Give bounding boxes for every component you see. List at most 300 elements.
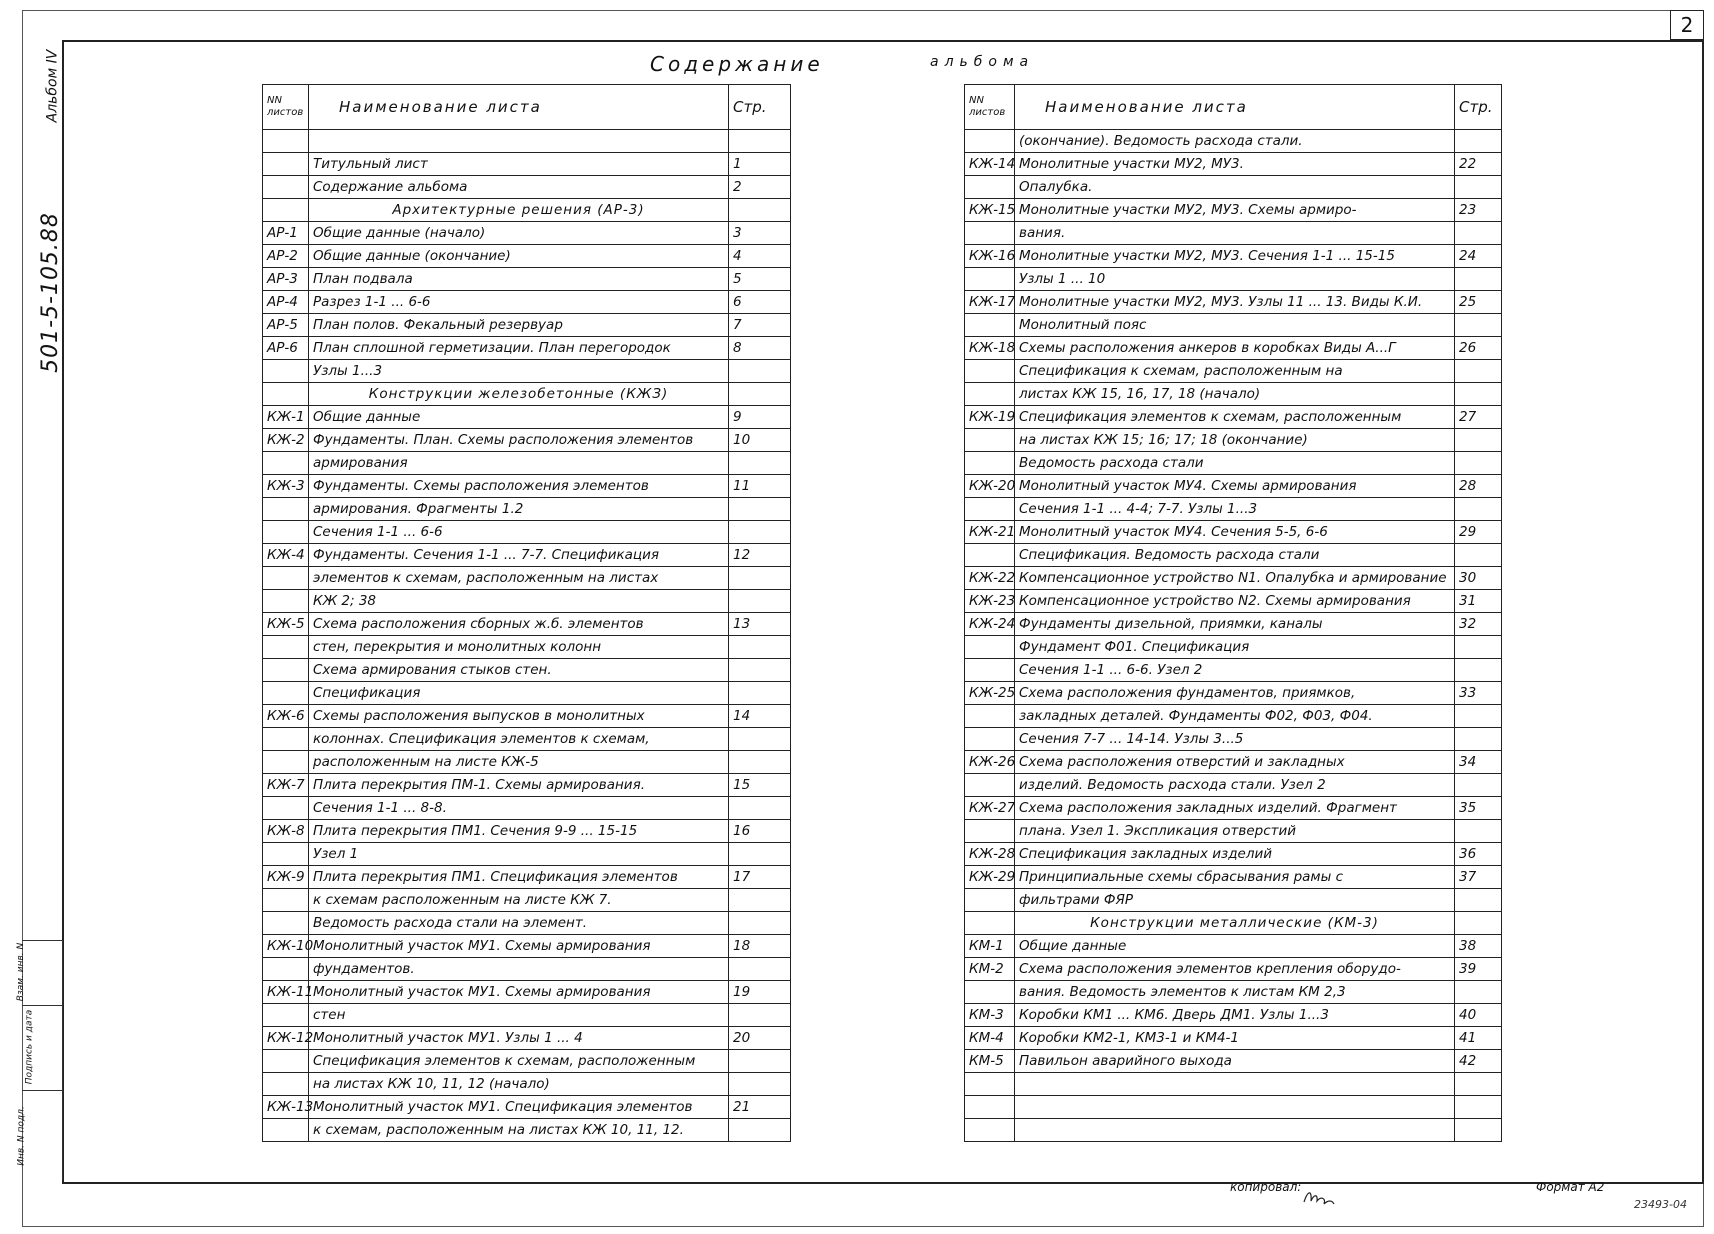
table-row — [263, 314, 791, 337]
page-number: 2 — [1670, 10, 1704, 40]
row-name: Сечения 1-1 ... 6-6 — [309, 521, 729, 544]
table-row — [965, 958, 1502, 981]
table-header-row — [263, 85, 791, 130]
row-code — [263, 912, 309, 935]
row-code: КЖ-1 — [263, 406, 309, 429]
row-code: КЖ-18 — [965, 337, 1015, 360]
row-code — [965, 1096, 1015, 1119]
row-code: КЖ-27 — [965, 797, 1015, 820]
row-page: 2 — [729, 176, 791, 199]
row-name: Монолитный пояс — [1015, 314, 1455, 337]
row-page: 16 — [729, 820, 791, 843]
table-row — [263, 912, 791, 935]
row-name: Фундаменты. Сечения 1-1 ... 7-7. Спецификация — [309, 544, 729, 567]
table-row — [263, 1119, 791, 1142]
row-name: фильтрами ФЯР — [1015, 889, 1455, 912]
column-header-page: Стр. — [1455, 85, 1502, 130]
row-page: 42 — [1455, 1050, 1502, 1073]
row-page: 9 — [729, 406, 791, 429]
row-name: закладных деталей. Фундаменты Ф02, Ф03, Ф04. — [1015, 705, 1455, 728]
table-row — [263, 935, 791, 958]
row-page — [1455, 544, 1502, 567]
row-code — [263, 1073, 309, 1096]
row-name: КЖ 2; 38 — [309, 590, 729, 613]
row-page: 13 — [729, 613, 791, 636]
row-name: (окончание). Ведомость расхода стали. — [1015, 130, 1455, 153]
row-code — [263, 590, 309, 613]
row-page — [1455, 383, 1502, 406]
row-code — [965, 383, 1015, 406]
table-row — [965, 912, 1502, 935]
row-page — [729, 958, 791, 981]
table-row — [965, 130, 1502, 153]
row-code — [263, 383, 309, 406]
row-page — [1455, 429, 1502, 452]
row-name: изделий. Ведомость расхода стали. Узел 2 — [1015, 774, 1455, 797]
table-row — [965, 705, 1502, 728]
table-row — [965, 1073, 1502, 1096]
row-page — [1455, 130, 1502, 153]
row-page — [729, 590, 791, 613]
row-name: стен, перекрытия и монолитных колонн — [309, 636, 729, 659]
row-page: 3 — [729, 222, 791, 245]
table-row — [965, 567, 1502, 590]
row-name — [1015, 1073, 1455, 1096]
row-page: 5 — [729, 268, 791, 291]
row-page: 11 — [729, 475, 791, 498]
row-code: КЖ-8 — [263, 820, 309, 843]
row-code — [965, 728, 1015, 751]
row-code — [965, 268, 1015, 291]
album-tag-label: Альбом IV — [44, 49, 61, 123]
table-row — [263, 981, 791, 1004]
table-row — [263, 1073, 791, 1096]
table-row — [263, 383, 791, 406]
table-row — [263, 199, 791, 222]
table-row — [263, 774, 791, 797]
row-page: 32 — [1455, 613, 1502, 636]
table-row — [965, 981, 1502, 1004]
row-name: Ведомость расхода стали — [1015, 452, 1455, 475]
row-code: КЖ-15 — [965, 199, 1015, 222]
row-page — [729, 659, 791, 682]
row-name: Схема армирования стыков стен. — [309, 659, 729, 682]
row-code — [965, 1073, 1015, 1096]
row-page: 36 — [1455, 843, 1502, 866]
table-row — [263, 820, 791, 843]
row-page: 17 — [729, 866, 791, 889]
row-name: расположенным на листе КЖ-5 — [309, 751, 729, 774]
row-name: Фундаменты. Схемы расположения элементов — [309, 475, 729, 498]
row-code: КЖ-16 — [965, 245, 1015, 268]
contents-rows — [965, 130, 1502, 1142]
row-page: 10 — [729, 429, 791, 452]
row-code — [263, 1004, 309, 1027]
row-page — [1455, 636, 1502, 659]
row-page: 29 — [1455, 521, 1502, 544]
table-row — [965, 383, 1502, 406]
table-row — [263, 797, 791, 820]
row-page — [1455, 1119, 1502, 1142]
row-name: Общие данные (начало) — [309, 222, 729, 245]
row-page — [1455, 498, 1502, 521]
row-name: Плита перекрытия ПМ1. Спецификация элементов — [309, 866, 729, 889]
row-name — [1015, 1096, 1455, 1119]
table-row — [965, 544, 1502, 567]
row-name: Компенсационное устройство N1. Опалубка и армирование — [1015, 567, 1455, 590]
row-page — [1455, 360, 1502, 383]
table-row — [965, 659, 1502, 682]
table-row — [263, 222, 791, 245]
table-row — [263, 1096, 791, 1119]
row-code — [263, 1119, 309, 1142]
row-page — [1455, 912, 1502, 935]
table-row — [263, 728, 791, 751]
row-code: КЖ-9 — [263, 866, 309, 889]
row-name: вания. — [1015, 222, 1455, 245]
row-page — [1455, 1096, 1502, 1119]
table-row — [965, 521, 1502, 544]
row-page — [1455, 268, 1502, 291]
row-code: КЖ-5 — [263, 613, 309, 636]
row-code: АР-1 — [263, 222, 309, 245]
row-name: Монолитные участки МУ2, МУ3. Сечения 1-1 ... 15-15 — [1015, 245, 1455, 268]
table-row — [263, 337, 791, 360]
row-name: армирования — [309, 452, 729, 475]
row-code: КЖ-14 — [965, 153, 1015, 176]
row-page: 21 — [729, 1096, 791, 1119]
row-name: Сечения 1-1 ... 4-4; 7-7. Узлы 1...3 — [1015, 498, 1455, 521]
row-page — [729, 889, 791, 912]
table-row — [263, 705, 791, 728]
table-row — [965, 452, 1502, 475]
row-code: КЖ-22 — [965, 567, 1015, 590]
title-stamp — [16, 940, 63, 1180]
row-code — [263, 521, 309, 544]
row-code — [263, 958, 309, 981]
table-row — [263, 1050, 791, 1073]
row-name: плана. Узел 1. Экспликация отверстий — [1015, 820, 1455, 843]
column-header-code: NN листов — [965, 85, 1015, 130]
row-code — [965, 314, 1015, 337]
stamp-label: Инв. N подл. — [16, 1106, 27, 1166]
table-header-row — [965, 85, 1502, 130]
table-row — [965, 1027, 1502, 1050]
row-page: 18 — [729, 935, 791, 958]
table-row — [965, 1050, 1502, 1073]
row-page: 19 — [729, 981, 791, 1004]
row-name: Архитектурные решения (АР-3) — [309, 199, 729, 222]
row-name: армирования. Фрагменты 1.2 — [309, 498, 729, 521]
row-page — [729, 130, 791, 153]
table-row — [263, 521, 791, 544]
row-name: Фундаменты. План. Схемы расположения элементов — [309, 429, 729, 452]
row-page — [1455, 981, 1502, 1004]
table-row — [965, 222, 1502, 245]
row-page — [729, 1073, 791, 1096]
row-name: Узлы 1...3 — [309, 360, 729, 383]
row-code — [965, 360, 1015, 383]
table-row — [965, 935, 1502, 958]
row-page — [1455, 728, 1502, 751]
row-page: 25 — [1455, 291, 1502, 314]
table-row — [263, 176, 791, 199]
row-page — [1455, 1073, 1502, 1096]
row-code — [263, 360, 309, 383]
row-code: КЖ-7 — [263, 774, 309, 797]
table-row — [965, 728, 1502, 751]
table-row — [965, 1096, 1502, 1119]
column-header-code: NN листов — [263, 85, 309, 130]
row-code: КЖ-29 — [965, 866, 1015, 889]
row-code: КЖ-2 — [263, 429, 309, 452]
page-title: Содержание — [650, 52, 824, 76]
row-name: Коробки КМ1 ... КМ6. Дверь ДМ1. Узлы 1...3 — [1015, 1004, 1455, 1027]
row-page — [1455, 452, 1502, 475]
row-name: Спецификация к схемам, расположенным на — [1015, 360, 1455, 383]
album-tag — [40, 40, 70, 130]
row-code: КМ-3 — [965, 1004, 1015, 1027]
row-page: 34 — [1455, 751, 1502, 774]
table-row — [965, 613, 1502, 636]
row-name: Ведомость расхода стали на элемент. — [309, 912, 729, 935]
row-code: КЖ-21 — [965, 521, 1015, 544]
row-code — [965, 429, 1015, 452]
row-code: КЖ-24 — [965, 613, 1015, 636]
row-page: 37 — [1455, 866, 1502, 889]
row-page: 4 — [729, 245, 791, 268]
row-code: КЖ-25 — [965, 682, 1015, 705]
row-name: на листах КЖ 10, 11, 12 (начало) — [309, 1073, 729, 1096]
row-code — [263, 567, 309, 590]
row-code — [965, 498, 1015, 521]
table-row — [263, 958, 791, 981]
table-row — [263, 498, 791, 521]
row-page: 15 — [729, 774, 791, 797]
table-row — [965, 268, 1502, 291]
series-code-label: 501-5-105.88 — [37, 212, 63, 373]
row-name: Узел 1 — [309, 843, 729, 866]
row-code — [965, 659, 1015, 682]
row-name: Монолитный участок МУ1. Схемы армирования — [309, 935, 729, 958]
row-name: Монолитный участок МУ1. Спецификация элементов — [309, 1096, 729, 1119]
row-page: 24 — [1455, 245, 1502, 268]
row-code: КМ-4 — [965, 1027, 1015, 1050]
table-row — [263, 889, 791, 912]
row-name: Общие данные (окончание) — [309, 245, 729, 268]
table-row — [263, 866, 791, 889]
table-row — [965, 1119, 1502, 1142]
stamp-cell — [16, 1090, 62, 1181]
table-row — [263, 130, 791, 153]
table-row — [263, 659, 791, 682]
row-page — [729, 1050, 791, 1073]
row-code: КЖ-12 — [263, 1027, 309, 1050]
row-code: КЖ-26 — [965, 751, 1015, 774]
row-page: 7 — [729, 314, 791, 337]
row-code: АР-6 — [263, 337, 309, 360]
row-page: 1 — [729, 153, 791, 176]
row-page — [729, 682, 791, 705]
table-row — [263, 406, 791, 429]
row-name: План полов. Фекальный резервуар — [309, 314, 729, 337]
table-row — [965, 337, 1502, 360]
row-name: Фундаменты дизельной, приямки, каналы — [1015, 613, 1455, 636]
row-page: 12 — [729, 544, 791, 567]
row-name: Схема расположения закладных изделий. Фрагмент — [1015, 797, 1455, 820]
row-code: КЖ-23 — [965, 590, 1015, 613]
row-code: КЖ-4 — [263, 544, 309, 567]
row-code: АР-5 — [263, 314, 309, 337]
table-row — [965, 245, 1502, 268]
copier-signature — [1302, 1186, 1336, 1208]
row-page: 39 — [1455, 958, 1502, 981]
table-row — [263, 636, 791, 659]
row-name: Плита перекрытия ПМ-1. Схемы армирования. — [309, 774, 729, 797]
row-code — [263, 498, 309, 521]
row-name: Конструкции железобетонные (КЖЗ) — [309, 383, 729, 406]
table-row — [263, 360, 791, 383]
row-name: Спецификация. Ведомость расхода стали — [1015, 544, 1455, 567]
row-name: Монолитный участок МУ4. Схемы армирования — [1015, 475, 1455, 498]
row-name: элементов к схемам, расположенным на листах — [309, 567, 729, 590]
table-row — [965, 1004, 1502, 1027]
row-name: стен — [309, 1004, 729, 1027]
row-name: листах КЖ 15, 16, 17, 18 (начало) — [1015, 383, 1455, 406]
stamp-label: Подпись и дата — [24, 1009, 35, 1085]
column-header-name: Наименование листа — [1015, 85, 1455, 130]
row-name: Спецификация — [309, 682, 729, 705]
row-page — [1455, 314, 1502, 337]
row-code: АР-4 — [263, 291, 309, 314]
table-row — [965, 176, 1502, 199]
row-name: Фундамент Ф01. Спецификация — [1015, 636, 1455, 659]
table-row — [965, 843, 1502, 866]
table-row — [965, 360, 1502, 383]
row-code: АР-2 — [263, 245, 309, 268]
table-row — [263, 613, 791, 636]
row-code — [965, 452, 1015, 475]
row-page — [1455, 659, 1502, 682]
copied-by-label: копировал: — [1230, 1180, 1302, 1194]
row-name: Разрез 1-1 ... 6-6 — [309, 291, 729, 314]
row-code: КЖ-20 — [965, 475, 1015, 498]
table-row — [263, 1004, 791, 1027]
row-code — [263, 1050, 309, 1073]
row-page — [729, 728, 791, 751]
row-page: 8 — [729, 337, 791, 360]
table-row — [965, 682, 1502, 705]
row-name: Сечения 1-1 ... 6-6. Узел 2 — [1015, 659, 1455, 682]
row-name: Схема расположения элементов крепления оборудо- — [1015, 958, 1455, 981]
row-code: КЖ-10 — [263, 935, 309, 958]
row-code — [263, 153, 309, 176]
table-row — [965, 406, 1502, 429]
row-page — [729, 1119, 791, 1142]
row-code — [263, 130, 309, 153]
row-name: Монолитные участки МУ2, МУ3. Узлы 11 ... 13. Виды К.И. — [1015, 291, 1455, 314]
row-code — [263, 636, 309, 659]
row-page: 38 — [1455, 935, 1502, 958]
row-code — [965, 130, 1015, 153]
table-row — [965, 498, 1502, 521]
row-page — [729, 383, 791, 406]
table-row — [965, 820, 1502, 843]
row-page: 23 — [1455, 199, 1502, 222]
table-row — [965, 314, 1502, 337]
row-name: Спецификация закладных изделий — [1015, 843, 1455, 866]
row-page — [1455, 222, 1502, 245]
row-code: АР-3 — [263, 268, 309, 291]
row-name: фундаментов. — [309, 958, 729, 981]
row-code — [965, 176, 1015, 199]
row-name: Схемы расположения анкеров в коробках Виды А...Г — [1015, 337, 1455, 360]
row-page — [729, 452, 791, 475]
row-code — [965, 820, 1015, 843]
row-code: КЖ-13 — [263, 1096, 309, 1119]
row-page: 33 — [1455, 682, 1502, 705]
table-row — [263, 751, 791, 774]
row-page: 41 — [1455, 1027, 1502, 1050]
table-row — [965, 866, 1502, 889]
row-name: вания. Ведомость элементов к листам КМ 2,3 — [1015, 981, 1455, 1004]
row-name: Схема расположения сборных ж.б. элементов — [309, 613, 729, 636]
row-name: Спецификация элементов к схемам, расположенным — [309, 1050, 729, 1073]
row-page: 28 — [1455, 475, 1502, 498]
row-code — [965, 1119, 1015, 1142]
row-code — [965, 981, 1015, 1004]
row-page — [729, 360, 791, 383]
row-page — [729, 199, 791, 222]
table-row — [965, 429, 1502, 452]
row-page: 40 — [1455, 1004, 1502, 1027]
row-page: 22 — [1455, 153, 1502, 176]
row-code — [263, 682, 309, 705]
column-header-page: Стр. — [729, 85, 791, 130]
row-name: Монолитные участки МУ2, МУ3. Схемы армиро- — [1015, 199, 1455, 222]
row-code — [965, 636, 1015, 659]
row-code: КЖ-28 — [965, 843, 1015, 866]
row-page — [1455, 820, 1502, 843]
row-page — [729, 567, 791, 590]
row-name: Монолитный участок МУ1. Узлы 1 ... 4 — [309, 1027, 729, 1050]
table-row — [965, 153, 1502, 176]
row-code: КЖ-17 — [965, 291, 1015, 314]
row-page — [1455, 889, 1502, 912]
table-row — [263, 268, 791, 291]
stamp-cell — [16, 940, 62, 1006]
row-page: 30 — [1455, 567, 1502, 590]
table-row — [965, 797, 1502, 820]
stamp-cell — [22, 1005, 62, 1091]
row-page: 20 — [729, 1027, 791, 1050]
contents-table-right — [964, 84, 1502, 1142]
table-row — [263, 291, 791, 314]
row-code: КМ-2 — [965, 958, 1015, 981]
row-code: КЖ-19 — [965, 406, 1015, 429]
row-code — [263, 889, 309, 912]
table-row — [263, 452, 791, 475]
row-name: Схема расположения фундаментов, приямков, — [1015, 682, 1455, 705]
table-row — [263, 567, 791, 590]
row-name: Плита перекрытия ПМ1. Сечения 9-9 ... 15-15 — [309, 820, 729, 843]
row-name: Схема расположения отверстий и закладных — [1015, 751, 1455, 774]
row-name: Принципиальные схемы сбрасывания рамы с — [1015, 866, 1455, 889]
row-page: 31 — [1455, 590, 1502, 613]
row-name — [1015, 1119, 1455, 1142]
row-code — [263, 843, 309, 866]
table-row — [965, 475, 1502, 498]
